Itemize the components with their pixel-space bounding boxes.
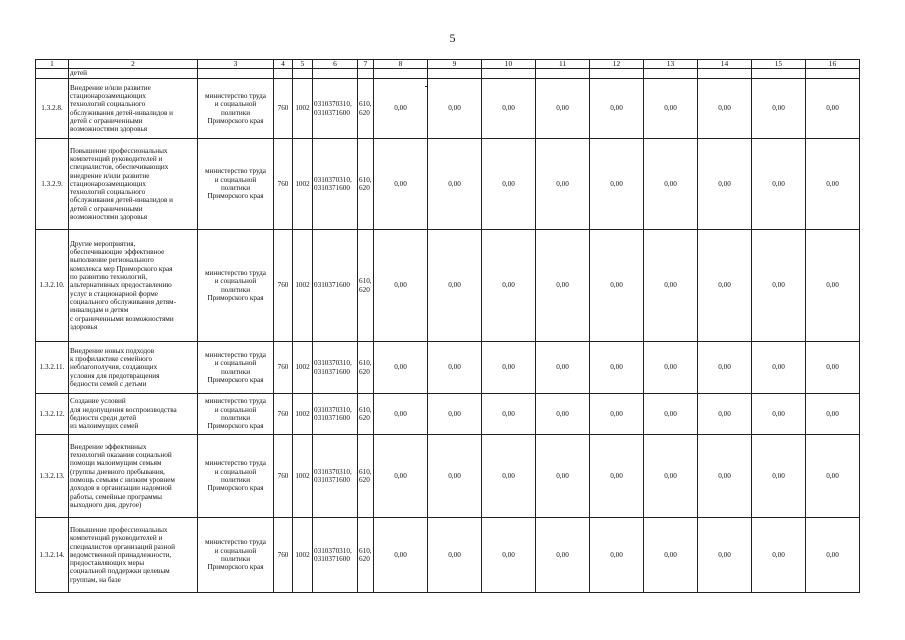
measure-name (69, 435, 198, 518)
header-col-11: 11 (536, 60, 590, 69)
value-col-10: 0,00 (482, 79, 536, 139)
executor (198, 342, 274, 394)
vr-code (358, 518, 374, 593)
row-number: 1.3.2.14. (36, 518, 69, 593)
measure-name-line: неблагополучия, создающих (70, 363, 158, 372)
measure-name-line: Повышение профессиональных (70, 146, 168, 155)
grbs-code: 760 (274, 518, 293, 593)
measure-name-line: ведомственной принадлежности, (70, 550, 172, 559)
measure-name-line: с ограниченными возможностями (70, 314, 174, 323)
rzpr-code: 1002 (293, 230, 313, 342)
csr-code (313, 435, 358, 518)
header-col-10: 10 (482, 60, 536, 69)
vr-code-line: 620 (359, 285, 370, 294)
grbs-code: 760 (274, 435, 293, 518)
cell-empty (644, 69, 698, 79)
continuation-text: детей (69, 69, 198, 79)
csr-code (313, 139, 358, 230)
csr-code-line: 0310370310, (314, 100, 352, 109)
value-col-15: 0,00 (752, 394, 806, 435)
executor (198, 518, 274, 593)
vr-code (358, 342, 374, 394)
executor-line: и социальной (214, 175, 257, 184)
measure-name-line: бедности семей с детьми (70, 379, 147, 388)
csr-code (313, 79, 358, 139)
csr-code (313, 518, 358, 593)
cell-empty (374, 69, 428, 79)
continuation-row (36, 69, 860, 79)
measure-name-line: социальной поддержки целевым (70, 567, 170, 576)
value-col-12: 0,00 (590, 230, 644, 342)
measure-name-line: выходного дня, другое) (70, 500, 142, 509)
vr-code-line: 620 (359, 108, 370, 117)
csr-code-line: 0310370310, (314, 175, 352, 184)
vr-code-line: 610, (359, 467, 372, 476)
value-col-8: 0,00 (374, 435, 428, 518)
table-body (36, 60, 860, 593)
executor (198, 139, 274, 230)
csr-code-line: 0310371600 (314, 184, 350, 192)
value-col-14: 0,00 (698, 394, 752, 435)
measure-name-line: специалистов, обеспечивающих (70, 163, 169, 172)
header-col-12: 12 (590, 60, 644, 69)
budget-table (35, 59, 860, 593)
value-col-16: 0,00 (806, 518, 860, 593)
value-col-8: 0,00 (374, 518, 428, 593)
measure-name-line: специалистов организаций разной (70, 542, 175, 551)
executor-line: Приморского края (207, 422, 264, 431)
executor-line: политики (220, 108, 251, 117)
grbs-code: 760 (274, 139, 293, 230)
measure-name-line: обслуживания детей-инвалидов и (70, 196, 174, 205)
grbs-code: 760 (274, 342, 293, 394)
table-row (36, 518, 860, 593)
value-col-11: 0,00 (536, 394, 590, 435)
value-col-13: 0,00 (644, 230, 698, 342)
vr-code-line: 620 (359, 414, 370, 422)
value-col-16: 0,00 (806, 230, 860, 342)
measure-name (69, 518, 198, 593)
value-col-9: 0,00 (428, 230, 482, 342)
value-col-15: 0,00 (752, 139, 806, 230)
vr-code-line: 620 (359, 367, 370, 376)
cell-empty (358, 69, 374, 79)
executor-line: министерство труда (205, 538, 266, 547)
measure-name-line: из малоимущих семей (70, 422, 139, 431)
csr-code-line: 0310371600 (314, 108, 350, 117)
measure-name (69, 79, 198, 139)
executor (198, 230, 274, 342)
value-col-14: 0,00 (698, 139, 752, 230)
rzpr-code: 1002 (293, 394, 313, 435)
csr-code-line: 0310370310, (314, 467, 352, 476)
value-col-12: 0,00 (590, 394, 644, 435)
value-col-10: 0,00 (482, 435, 536, 518)
vr-code-line: 610, (359, 359, 372, 368)
measure-name-line: работы, семейные программы (70, 492, 162, 501)
rzpr-code: 1002 (293, 139, 313, 230)
executor-line: министерство труда (205, 91, 266, 100)
header-col-8: 8 (374, 60, 428, 69)
rzpr-code: 1002 (293, 342, 313, 394)
measure-name-line: группам, на базе (70, 575, 121, 584)
vr-code-line: 620 (359, 555, 370, 563)
measure-name-line: технологий оказания социальной (70, 451, 172, 460)
measure-name-line: Создание условий (70, 397, 126, 406)
value-col-13: 0,00 (644, 342, 698, 394)
table-row (36, 435, 860, 518)
measure-name-line: Внедрение новых подходов (70, 346, 155, 355)
csr-code-line: 0310371600 (314, 281, 350, 290)
vr-code (358, 394, 374, 435)
header-col-5: 5 (293, 60, 313, 69)
executor (198, 435, 274, 518)
measure-name-line: (группы дневного пребывания, (70, 467, 165, 476)
value-col-14: 0,00 (698, 79, 752, 139)
value-col-16: 0,00 (806, 394, 860, 435)
measure-name-line: доходов в организации надомной (70, 484, 172, 493)
vr-code-line: 610, (359, 546, 372, 555)
executor-line: и социальной (214, 100, 257, 109)
value-col-11: 0,00 (536, 342, 590, 394)
value-col-16: 0,00 (806, 79, 860, 139)
grbs-code: 760 (274, 394, 293, 435)
executor-line: министерство труда (205, 397, 266, 406)
csr-code-line: 0310370310, (314, 405, 352, 414)
value-col-9: 0,00 (428, 342, 482, 394)
csr-code-line: 0310371600 (314, 555, 350, 563)
value-col-12: 0,00 (590, 139, 644, 230)
measure-name-line: стационарозамещающих (70, 91, 146, 100)
value-col-15: 0,00 (752, 435, 806, 518)
header-col-16: 16 (806, 60, 860, 69)
value-col-9: 0,00 (428, 79, 482, 139)
row-number: 1.3.2.13. (36, 435, 69, 518)
measure-name-line: помощь семьям с низким уровнем (70, 476, 175, 484)
value-col-15: 0,00 (752, 79, 806, 139)
measure-name-line: Внедрение и/или развитие (70, 83, 151, 92)
value-col-11: 0,00 (536, 139, 590, 230)
value-col-16: 0,00 (806, 435, 860, 518)
row-number: 1.3.2.12. (36, 394, 69, 435)
measure-name-line: к профилактике семейного (70, 355, 153, 364)
cell-empty (198, 69, 274, 79)
value-col-10: 0,00 (482, 139, 536, 230)
cell-empty (428, 69, 482, 79)
executor-line: министерство труда (205, 167, 266, 176)
value-col-11: 0,00 (536, 435, 590, 518)
executor-line: Приморского края (207, 116, 264, 125)
value-col-15: 0,00 (752, 342, 806, 394)
measure-name-line: здоровья (70, 322, 98, 331)
executor-line: Приморского края (207, 375, 264, 384)
header-col-15: 15 (752, 60, 806, 69)
executor-line: политики (220, 414, 251, 422)
executor-line: Приморского края (207, 484, 264, 493)
cell-empty (482, 69, 536, 79)
executor-line: Приморского края (207, 563, 264, 572)
vr-code (358, 139, 374, 230)
measure-name-line: компетенций руководителей и (70, 154, 163, 163)
cell-empty (698, 69, 752, 79)
value-col-13: 0,00 (644, 139, 698, 230)
value-col-11: 0,00 (536, 230, 590, 342)
table-row (36, 394, 860, 435)
header-col-13: 13 (644, 60, 698, 69)
value-col-8: 0,00 (374, 342, 428, 394)
rzpr-code: 1002 (293, 518, 313, 593)
measure-name-line: компетенций руководителей и (70, 534, 163, 543)
header-col-3: 3 (198, 60, 274, 69)
header-row (36, 60, 860, 69)
measure-name-line: выполнение регионального (70, 256, 154, 265)
table-row (36, 342, 860, 394)
measure-name-line: альтернативных предоставлению (70, 281, 172, 290)
value-col-12: 0,00 (590, 435, 644, 518)
vr-code-line: 610, (359, 100, 372, 109)
measure-name-line: возможностями здоровья (70, 125, 148, 134)
table-row (36, 139, 860, 230)
csr-code (313, 394, 358, 435)
value-col-10: 0,00 (482, 342, 536, 394)
cell-empty (536, 69, 590, 79)
value-col-14: 0,00 (698, 230, 752, 342)
vr-code (358, 79, 374, 139)
executor-line: политики (220, 555, 251, 563)
value-col-13: 0,00 (644, 435, 698, 518)
value-col-9: 0,00 (428, 394, 482, 435)
measure-name-line: по развитию технологий, (70, 273, 148, 282)
measure-name-line: стационарозамещающих (70, 179, 146, 188)
value-col-9: 0,00 (428, 435, 482, 518)
rzpr-code: 1002 (293, 435, 313, 518)
row-number: 1.3.2.9. (36, 139, 69, 230)
executor-line: Приморского края (207, 293, 264, 302)
csr-code-line: 0310370310, (314, 359, 352, 368)
executor-line: политики (220, 184, 251, 192)
measure-name-line: обеспечивающие эффективное (70, 248, 165, 257)
table-row (36, 230, 860, 342)
csr-code (313, 342, 358, 394)
csr-code-line: 0310371600 (314, 476, 350, 484)
grbs-code: 760 (274, 230, 293, 342)
value-col-8: 0,00 (374, 139, 428, 230)
value-col-8: 0,00 (374, 394, 428, 435)
csr-code (313, 230, 358, 342)
executor-line: Приморского края (207, 192, 264, 201)
measure-name-line: возможностями здоровья (70, 213, 148, 222)
vr-code-line: 610, (359, 405, 372, 414)
measure-name-line: Другие мероприятия, (70, 239, 136, 248)
measure-name-line: обслуживания детей-инвалидов и (70, 108, 174, 117)
value-col-10: 0,00 (482, 394, 536, 435)
vr-code-line: 620 (359, 476, 370, 484)
vr-code-line: 620 (359, 184, 370, 192)
measure-name-line: бедности среди детей (70, 414, 137, 422)
executor-line: министерство труда (205, 268, 266, 277)
value-col-14: 0,00 (698, 518, 752, 593)
cell-empty (36, 69, 69, 79)
executor-line: и социальной (214, 546, 257, 555)
value-col-12: 0,00 (590, 79, 644, 139)
value-col-12: 0,00 (590, 518, 644, 593)
vr-code-line: 610, (359, 277, 372, 286)
executor-line: и социальной (214, 405, 257, 414)
rzpr-code: 1002 (293, 79, 313, 139)
measure-name-line: социального обслуживания детям- (70, 297, 176, 306)
measure-name-line: детей с ограниченными (70, 116, 143, 125)
measure-name-line: помощи малоимущим семьям (70, 459, 162, 468)
measure-name-line: инвалидам и детям (70, 306, 129, 315)
executor-line: политики (220, 476, 251, 484)
measure-name-line: технологий социального (70, 100, 146, 109)
value-col-15: 0,00 (752, 518, 806, 593)
cell-empty (293, 69, 313, 79)
header-col-6: 6 (313, 60, 358, 69)
header-col-1: 1 (36, 60, 69, 69)
vr-code-line: 610, (359, 175, 372, 184)
measure-name-line: детей с ограниченными (70, 204, 143, 213)
value-col-13: 0,00 (644, 394, 698, 435)
header-col-7: 7 (358, 60, 374, 69)
vr-code (358, 435, 374, 518)
cell-empty (274, 69, 293, 79)
csr-code-line: 0310370310, (314, 546, 352, 555)
value-col-8: 0,00 (374, 230, 428, 342)
measure-name-line: внедрение и/или развитие (70, 171, 150, 180)
value-col-16: 0,00 (806, 342, 860, 394)
header-col-4: 4 (274, 60, 293, 69)
value-col-13: 0,00 (644, 518, 698, 593)
measure-name (69, 230, 198, 342)
measure-name (69, 394, 198, 435)
executor (198, 79, 274, 139)
page-number: 5 (449, 31, 456, 45)
value-col-10: 0,00 (482, 518, 536, 593)
value-col-11: 0,00 (536, 79, 590, 139)
measure-name-line: для недопущения воспроизводства (70, 405, 177, 414)
value-col-8: 0,00 (374, 79, 428, 139)
executor-line: политики (220, 285, 251, 294)
table-row (36, 79, 860, 139)
value-col-13: 0,00 (644, 79, 698, 139)
executor-line: министерство труда (205, 459, 266, 468)
cell-empty (590, 69, 644, 79)
cell-empty (806, 69, 860, 79)
value-col-9: 0,00 (428, 518, 482, 593)
csr-code-line: 0310371600 (314, 414, 350, 422)
cell-empty (313, 69, 358, 79)
header-col-2: 2 (69, 60, 198, 69)
value-col-10: 0,00 (482, 230, 536, 342)
row-number: 1.3.2.11. (36, 342, 69, 394)
header-col-14: 14 (698, 60, 752, 69)
value-col-9: 0,00 (428, 139, 482, 230)
measure-name-line: Внедрение эффективных (70, 442, 147, 451)
row-number: 1.3.2.8. (36, 79, 69, 139)
measure-name (69, 342, 198, 394)
executor-line: и социальной (214, 359, 257, 368)
cell-empty (752, 69, 806, 79)
measure-name-line: технологий социального (70, 188, 146, 197)
measure-name-line: Повышение профессиональных (70, 525, 168, 534)
measure-name (69, 139, 198, 230)
value-col-15: 0,00 (752, 230, 806, 342)
measure-name-line: условия для предотвращения (70, 371, 160, 380)
measure-name-line: услуг в стационарной форме (70, 289, 158, 298)
value-col-11: 0,00 (536, 518, 590, 593)
executor (198, 394, 274, 435)
executor-line: министерство труда (205, 350, 266, 359)
row-number: 1.3.2.10. (36, 230, 69, 342)
grbs-code: 760 (274, 79, 293, 139)
vr-code (358, 230, 374, 342)
csr-code-line: 0310371600 (314, 367, 350, 376)
value-col-14: 0,00 (698, 435, 752, 518)
value-col-16: 0,00 (806, 139, 860, 230)
executor-line: и социальной (214, 277, 257, 286)
executor-line: и социальной (214, 467, 257, 476)
value-col-12: 0,00 (590, 342, 644, 394)
header-col-9: 9 (428, 60, 482, 69)
measure-name-line: комплекса мер Приморского края (70, 264, 173, 273)
measure-name-line: предоставляющих меры (70, 559, 145, 568)
value-col-14: 0,00 (698, 342, 752, 394)
executor-line: политики (220, 367, 251, 376)
